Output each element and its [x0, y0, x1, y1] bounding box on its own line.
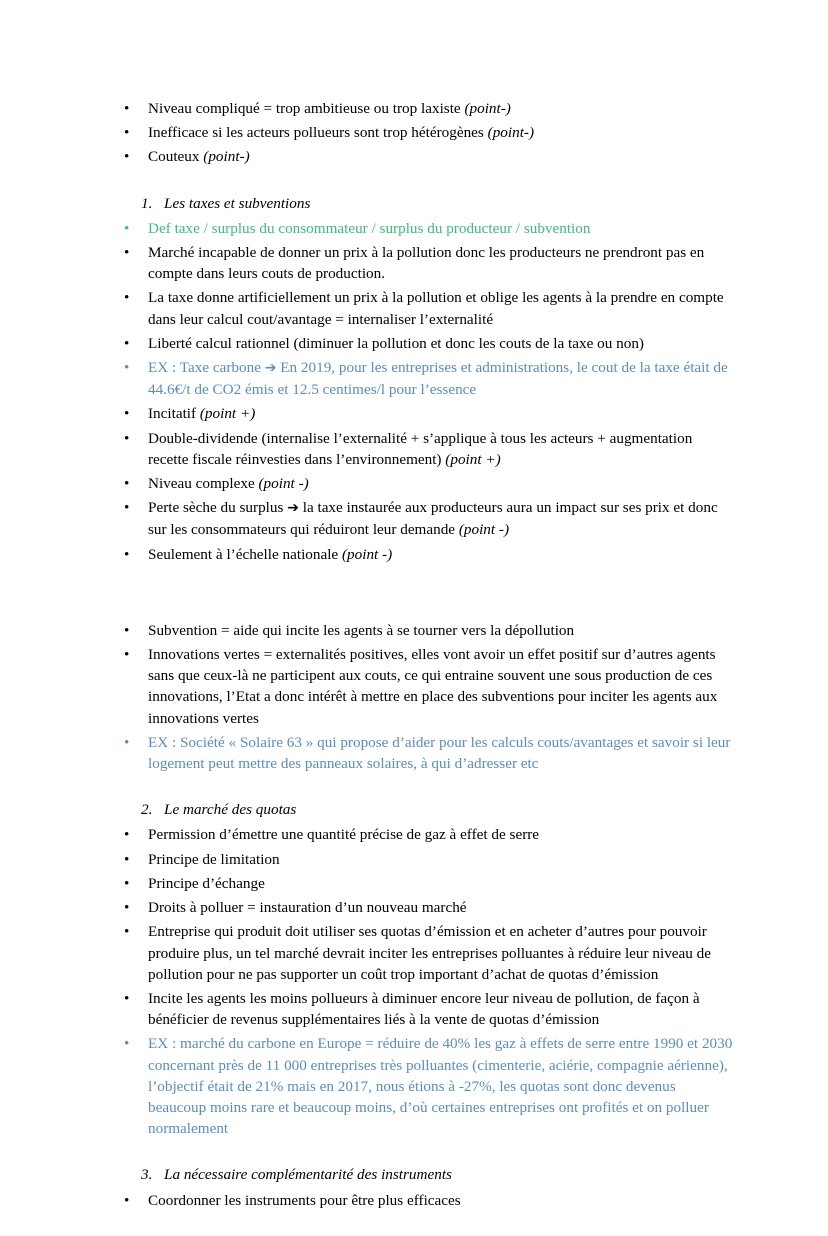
- bullet-text-after-arrow: En 2019, pour les entreprises et administrations, le cout de la taxe était de 44.6€/t de CO2 émis et 12.5 centimes/l pour l’essence: [148, 359, 728, 399]
- bullet-point-note: (point -): [458, 521, 510, 539]
- bullet-item: [124, 824, 736, 845]
- section-heading: [124, 799, 736, 820]
- bullet-text-main: Marché incapable de donner un prix à la pollution donc les producteurs ne prendront pas en compte dans leurs couts de production.: [148, 244, 705, 283]
- bullet-item: [124, 357, 736, 400]
- bullet-item: [124, 473, 736, 494]
- bullet-text: [148, 873, 736, 894]
- bullet-item: [124, 620, 736, 641]
- section-block: [124, 1164, 736, 1235]
- bullet-item: [124, 1033, 736, 1139]
- bullet-item: [124, 497, 736, 540]
- bullet-text-main: EX : Société « Solaire 63 » qui propose d’aider pour les calculs couts/avantages et savoir si leur logement peut mettre des panneaux solaires, à qui d’adresser etc: [148, 733, 731, 773]
- bullet-marker-icon: •: [124, 621, 130, 639]
- bullet-text-main: Def taxe / surplus du consommateur / surplus du producteur / subvention: [148, 219, 591, 237]
- bullet-text: [148, 473, 736, 494]
- bullet-marker-icon: •: [124, 646, 130, 664]
- bullet-marker-icon: •: [124, 100, 130, 117]
- bullet-item: [124, 544, 736, 565]
- bullet-text: [148, 287, 736, 329]
- bullet-text: [148, 357, 736, 400]
- bullet-text-main: EX : marché du carbone en Europe = réduire de 40% les gaz à effets de serre entre 1990 et 2030 concernant près de 11 000 entreprises très polluantes (cimenterie, aciérie, compagnie aérienne), l’objectif était de 21% mais en 2017, nous étions à -27%, les quotas sont donc devenus beaucoup moins rare et beaucoup moins, d’où certaines entreprises ont profités et on polluer normalement: [148, 1035, 733, 1138]
- spacer: [124, 777, 736, 799]
- bullet-marker-icon: •: [124, 989, 130, 1007]
- bullet-text: [148, 1033, 736, 1139]
- intro-bullet-item: [124, 146, 736, 167]
- bullet-item: [124, 242, 736, 284]
- bullet-marker-icon: •: [124, 899, 130, 917]
- bullet-point-note: (point +): [199, 405, 256, 423]
- section-bullet-list: [124, 824, 736, 1139]
- section-bullet-list: [124, 1190, 736, 1211]
- bullet-text: [148, 644, 736, 729]
- bullet-text: [148, 988, 736, 1030]
- document-body: [124, 98, 736, 1236]
- section-block: [124, 799, 736, 1164]
- bullet-item: [124, 1190, 736, 1211]
- bullet-text-main: Seulement à l’échelle nationale: [148, 545, 342, 563]
- bullet-item: [124, 732, 736, 774]
- bullet-text: [148, 620, 736, 641]
- bullet-text-main: La taxe donne artificiellement un prix à la pollution et oblige les agents à la prendre en compte dans leur calcul cout/avantage = internaliser l’externalité: [148, 289, 724, 328]
- bullet-text: [148, 849, 736, 870]
- bullet-text: [148, 1190, 736, 1211]
- bullet-text-before-arrow: EX : Taxe carbone: [148, 359, 265, 377]
- bullet-text-main: Niveau complexe: [148, 475, 259, 493]
- bullet-text: [148, 544, 736, 565]
- bullet-text-main: Niveau compliqué = trop ambitieuse ou trop laxiste: [148, 100, 465, 117]
- section-block: [124, 193, 736, 800]
- bullet-item: [124, 287, 736, 329]
- section-heading-text: Le marché des quotas: [164, 801, 297, 819]
- bullet-text-main: Coordonner les instruments pour être plus efficaces: [148, 1191, 461, 1209]
- bullet-marker-icon: •: [124, 1191, 130, 1209]
- bullet-marker-icon: •: [124, 1035, 130, 1053]
- bullet-marker-icon: •: [124, 148, 130, 166]
- bullet-marker-icon: •: [124, 826, 130, 844]
- bullet-text: [148, 428, 736, 470]
- intro-bullet-item: [124, 122, 736, 143]
- bullet-text: [148, 824, 736, 845]
- bullet-text-main: Double-dividende (internalise l’externalité + s’applique à tous les acteurs + augmentation recette fiscale réinvesties dans l’environnement): [148, 429, 693, 468]
- right-arrow-icon: ➔: [287, 500, 299, 517]
- bullet-text: [148, 242, 736, 284]
- bullet-marker-icon: •: [124, 359, 130, 377]
- bullet-text: [148, 218, 736, 239]
- section-heading: [124, 193, 736, 214]
- bullet-text-main: Innovations vertes = externalités positives, elles vont avoir un effet positif sur d’autres agents sans que ceux-là ne participent aux couts, ce qui entraine souvent une sous production de ces innovations, l’Etat a donc intérêt à mettre en place des subventions pour inciter les agents aux innovations vertes: [148, 646, 718, 727]
- bullet-marker-icon: •: [124, 850, 130, 868]
- bullet-text-main: Subvention = aide qui incite les agents à se tourner vers la dépollution: [148, 621, 575, 639]
- bullet-marker-icon: •: [124, 244, 130, 262]
- section-heading-text: La nécessaire complémentarité des instruments: [164, 1166, 452, 1184]
- bullet-text: [148, 921, 736, 985]
- bullet-item: [124, 218, 736, 239]
- bullet-marker-icon: •: [124, 545, 130, 563]
- bullet-point-note: (point -): [258, 475, 309, 493]
- bullet-item: [124, 988, 736, 1030]
- right-arrow-icon: ➔: [264, 360, 277, 377]
- bullet-item: [124, 644, 736, 729]
- bullet-marker-icon: •: [124, 733, 130, 751]
- spacer: [124, 171, 736, 193]
- section-extra-bullet-list: [124, 620, 736, 774]
- bullet-text: [148, 122, 736, 143]
- section-number: 3.: [141, 1166, 153, 1184]
- section-number: 2.: [141, 801, 153, 819]
- bullet-marker-icon: •: [124, 874, 130, 892]
- bullet-marker-icon: •: [124, 334, 130, 352]
- bullet-marker-icon: •: [124, 429, 130, 447]
- bullet-text: [148, 333, 736, 354]
- bullet-item: [124, 897, 736, 918]
- sections-container: [124, 193, 736, 1236]
- bullet-item: [124, 849, 736, 870]
- bullet-text: [148, 98, 736, 119]
- section-bullet-list: [124, 218, 736, 565]
- bullet-item: [124, 428, 736, 470]
- bullet-text-main: Incitatif: [148, 405, 200, 423]
- bullet-text-main: Couteux: [148, 148, 204, 166]
- bullet-marker-icon: •: [124, 124, 130, 142]
- bullet-marker-icon: •: [124, 405, 130, 423]
- section-heading: [124, 1164, 736, 1185]
- section-number: 1.: [141, 194, 153, 212]
- bullet-marker-icon: •: [124, 475, 130, 493]
- bullet-text: [148, 497, 736, 540]
- bullet-item: [124, 873, 736, 894]
- bullet-text-before-arrow: Perte sèche du surplus: [148, 499, 288, 517]
- bullet-text-main: Principe de limitation: [148, 850, 280, 868]
- bullet-text-main: Entreprise qui produit doit utiliser ses quotas d’émission et en acheter d’autres pour pouvoir produire plus, un tel marché devrait inciter les entreprises polluantes à réduire leur niveau de pollution pour ne pas supporter un coût trop important d’achat de quotas d’émission: [148, 923, 711, 983]
- bullet-point-note: (point +): [445, 450, 501, 468]
- bullet-marker-icon: •: [124, 499, 130, 517]
- bullet-item: [124, 333, 736, 354]
- bullet-point-note: (point -): [341, 545, 393, 563]
- bullet-text-main: Incite les agents les moins pollueurs à diminuer encore leur niveau de pollution, de façon à bénéficier de revenus supplémentaires liés à la vente de quotas d’émission: [148, 989, 700, 1029]
- intro-bullet-item: [124, 98, 736, 119]
- bullet-marker-icon: •: [124, 923, 130, 941]
- bullet-item: [124, 921, 736, 985]
- spacer: [124, 568, 736, 620]
- section-heading-text: Les taxes et subventions: [164, 194, 311, 212]
- bullet-marker-icon: •: [124, 289, 130, 307]
- bullet-item: [124, 403, 736, 424]
- bullet-text: [148, 732, 736, 774]
- bullet-point-note: (point-): [464, 100, 511, 117]
- bullet-marker-icon: •: [124, 219, 130, 237]
- bullet-text-main: Inefficace si les acteurs pollueurs sont trop hétérogènes: [148, 124, 488, 142]
- spacer: [124, 1142, 736, 1164]
- bullet-text-main: Droits à polluer = instauration d’un nouveau marché: [148, 899, 467, 917]
- bullet-text: [148, 897, 736, 918]
- bullet-text-main: Principe d’échange: [148, 874, 265, 892]
- bullet-text: [148, 146, 736, 167]
- bullet-point-note: (point-): [487, 124, 535, 142]
- bullet-text-after-arrow: la taxe instaurée aux producteurs aura un impact sur ses prix et donc sur les consommateurs qui réduiront leur demande: [148, 499, 718, 539]
- intro-bullet-list: [124, 98, 736, 168]
- bullet-text-main: Permission d’émettre une quantité précise de gaz à effet de serre: [148, 826, 540, 844]
- bullet-point-note: (point-): [203, 148, 250, 166]
- bullet-text-main: Liberté calcul rationnel (diminuer la pollution et donc les couts de la taxe ou non): [148, 334, 644, 352]
- spacer: [124, 1214, 736, 1236]
- bullet-text: [148, 403, 736, 424]
